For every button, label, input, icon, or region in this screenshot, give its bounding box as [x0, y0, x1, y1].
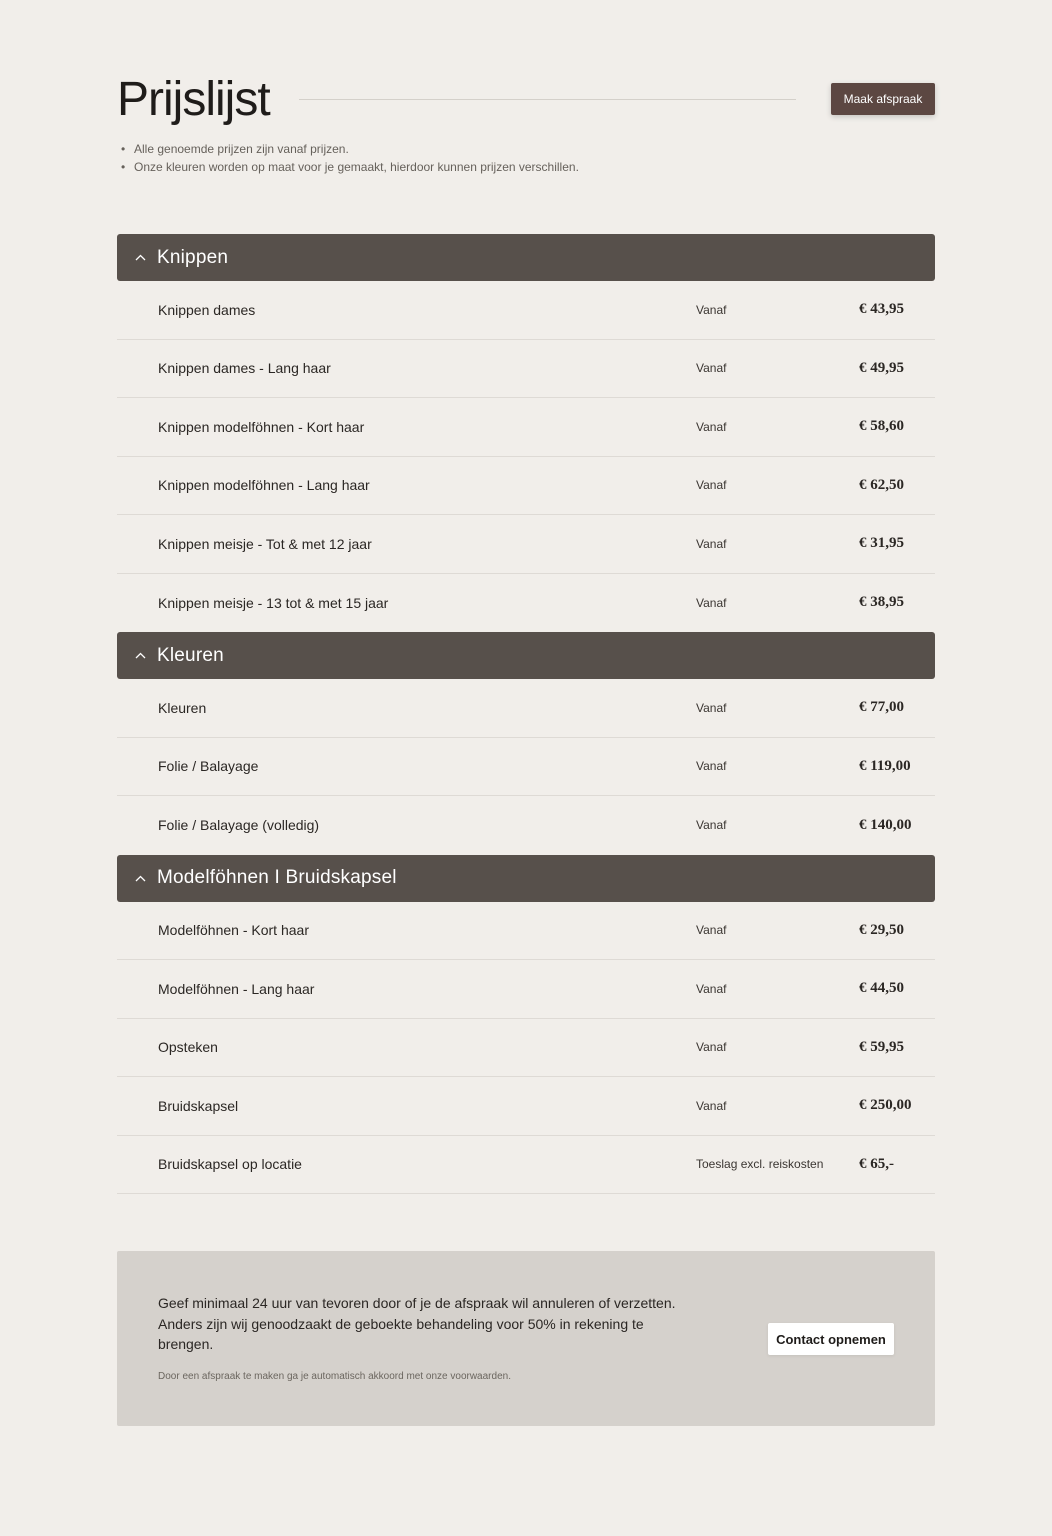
category-title: Kleuren	[157, 644, 224, 666]
service-name: Kleuren	[158, 699, 207, 716]
price-qualifier: Vanaf	[696, 361, 727, 376]
service-price: € 31,95	[859, 535, 904, 552]
chevron-up-icon	[117, 254, 157, 261]
service-price: € 140,00	[859, 816, 912, 833]
service-name: Knippen modelföhnen - Lang haar	[158, 477, 370, 494]
price-row	[117, 574, 935, 633]
category-title: Modelföhnen I Bruidskapsel	[157, 867, 397, 888]
price-row	[117, 1077, 935, 1136]
price-row	[117, 738, 935, 797]
service-price: € 62,50	[859, 476, 904, 493]
service-name: Folie / Balayage	[158, 758, 259, 775]
service-name: Knippen dames - Lang haar	[158, 360, 331, 377]
service-price: € 29,50	[859, 921, 904, 938]
price-row	[117, 515, 935, 574]
price-qualifier: Vanaf	[696, 595, 727, 610]
price-notes	[121, 141, 579, 176]
service-price: € 119,00	[859, 757, 911, 774]
category-header-knippen[interactable]	[117, 234, 935, 281]
service-price: € 58,60	[859, 418, 904, 435]
price-list	[117, 234, 935, 1194]
price-qualifier: Vanaf	[696, 1098, 727, 1113]
service-price: € 65,-	[859, 1155, 894, 1172]
service-name: Modelföhnen - Kort haar	[158, 922, 309, 939]
price-row	[117, 398, 935, 457]
price-row	[117, 1136, 935, 1195]
price-row	[117, 960, 935, 1019]
price-qualifier: Vanaf	[696, 478, 727, 493]
chevron-up-icon	[117, 652, 157, 659]
price-qualifier: Vanaf	[696, 536, 727, 551]
price-row	[117, 796, 935, 855]
service-price: € 77,00	[859, 699, 904, 716]
price-row	[117, 457, 935, 516]
contact-button[interactable]: Contact opnemen	[768, 1323, 894, 1355]
price-qualifier: Vanaf	[696, 419, 727, 434]
price-qualifier: Toeslag excl. reiskosten	[696, 1157, 824, 1172]
service-price: € 49,95	[859, 359, 904, 376]
price-row	[117, 902, 935, 961]
price-qualifier: Vanaf	[696, 923, 727, 938]
price-qualifier: Vanaf	[696, 700, 727, 715]
service-price: € 59,95	[859, 1038, 904, 1055]
service-name: Modelföhnen - Lang haar	[158, 980, 315, 997]
note-item: • Alle genoemde prijzen zijn vanaf prijzen.	[121, 141, 579, 159]
price-qualifier: Vanaf	[696, 759, 727, 774]
note-item: • Onze kleuren worden op maat voor je gemaakt, hierdoor kunnen prijzen verschillen.	[121, 159, 579, 177]
service-name: Knippen dames	[158, 301, 256, 318]
price-row	[117, 1019, 935, 1078]
service-name: Bruidskapsel op locatie	[158, 1156, 302, 1173]
service-name: Bruidskapsel	[158, 1097, 239, 1114]
cancellation-notice	[117, 1251, 935, 1426]
service-price: € 44,50	[859, 980, 904, 997]
price-row	[117, 340, 935, 399]
price-qualifier: Vanaf	[696, 302, 727, 317]
service-price: € 38,95	[859, 594, 904, 611]
service-name: Opsteken	[158, 1039, 218, 1056]
price-qualifier: Vanaf	[696, 1040, 727, 1055]
price-row	[117, 281, 935, 340]
make-appointment-button[interactable]: Maak afspraak	[831, 83, 935, 115]
cancellation-text: Geef minimaal 24 uur van tevoren door of je de afspraak wil annuleren of verzetten. Anders zijn wij genoodzaakt de geboekte behandeling voor 50% in rekening te brengen.	[158, 1295, 676, 1352]
header-divider	[299, 99, 796, 100]
price-qualifier: Vanaf	[696, 818, 727, 833]
page-header	[117, 72, 935, 128]
service-name: Knippen meisje - 13 tot & met 15 jaar	[158, 594, 389, 611]
service-name: Knippen modelföhnen - Kort haar	[158, 418, 365, 435]
service-price: € 250,00	[859, 1097, 912, 1114]
service-name: Knippen meisje - Tot & met 12 jaar	[158, 535, 372, 552]
chevron-up-icon	[117, 875, 157, 882]
category-title: Knippen	[157, 246, 229, 268]
service-price: € 43,95	[859, 301, 904, 318]
category-header-kleuren[interactable]	[117, 632, 935, 679]
terms-note: Door een afspraak te maken ga je automatisch akkoord met onze voorwaarden.	[158, 1371, 511, 1382]
price-qualifier: Vanaf	[696, 981, 727, 996]
category-header-modelfohnen-bruidskapsel[interactable]	[117, 855, 935, 902]
price-row	[117, 679, 935, 738]
page-title: Prijslijst	[117, 73, 270, 126]
service-name: Folie / Balayage (volledig)	[158, 817, 320, 834]
